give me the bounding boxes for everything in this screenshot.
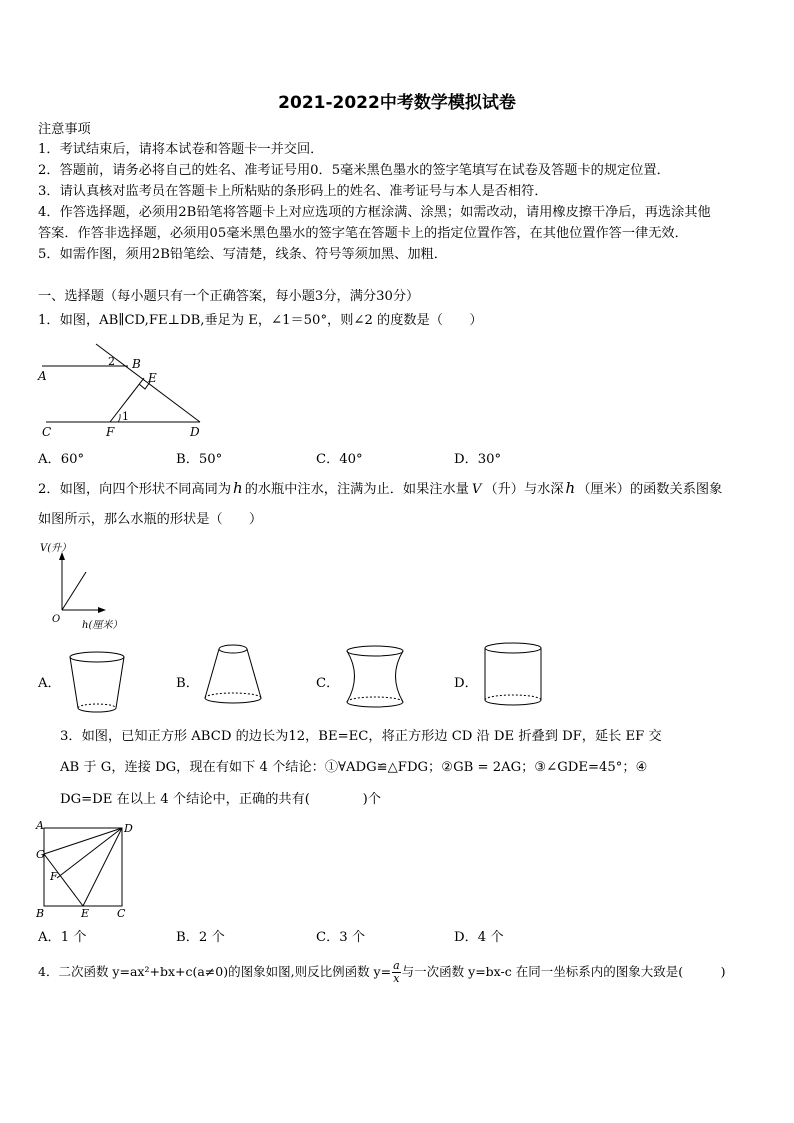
- q1-label-D: D: [190, 425, 200, 439]
- q2-option-a[interactable]: A．: [38, 676, 61, 691]
- q1-label-F: F: [106, 425, 115, 439]
- q3-label-F: F: [50, 870, 58, 883]
- q3-option-a[interactable]: A．1 个: [38, 930, 87, 945]
- bottle-d-icon: [480, 640, 546, 714]
- q1-angle-2: 2: [108, 355, 115, 368]
- q3-option-d[interactable]: D．4 个: [454, 930, 504, 945]
- q1-option-d[interactable]: D．30°: [454, 452, 502, 467]
- q2-origin-label: O: [52, 614, 61, 625]
- bottle-b-icon: [200, 642, 266, 712]
- notice-item: 答案．作答非选择题，必须用05毫米黑色墨水的签字笔在答题卡上的指定位置作答，在其他位置作答一律无效．: [38, 226, 688, 241]
- notice-heading: 注意事项: [38, 122, 91, 137]
- q1-label-A: A: [38, 369, 47, 383]
- q2-var-v: V: [471, 482, 482, 497]
- q1-angle-1: 1: [122, 410, 129, 423]
- q2-stem-part: （升）与水深: [484, 482, 564, 497]
- q2-x-axis-label: h(厘米）: [82, 620, 123, 631]
- q2-stem-part: 2．如图，向四个形状不同高同为: [38, 482, 232, 497]
- q1-label-C: C: [42, 425, 52, 439]
- question-3-line2: AB 于 G，连接 DG，现在有如下 4 个结论：①∀ADG≌△FDG；②GB = 2AG；③∠GDE=45°；④: [60, 760, 648, 775]
- q2-y-axis-label: V(升）: [40, 543, 72, 554]
- notice-item: 5．如需作图，须用2B铅笔绘、写清楚，线条、符号等须加黑、加粗．: [38, 247, 447, 262]
- q1-option-b[interactable]: B．50°: [176, 452, 223, 467]
- q3-label-C: C: [117, 907, 126, 920]
- q1-label-E: E: [148, 371, 157, 385]
- q4-fraction: [392, 960, 401, 985]
- bottle-c-icon: [340, 644, 410, 714]
- q2-var-h: h: [233, 479, 243, 497]
- notice-item: 1．考试结束后，请将本试卷和答题卡一并交回．: [38, 142, 324, 157]
- q3-option-c[interactable]: C．3 个: [316, 930, 366, 945]
- q1-figure: [38, 334, 208, 444]
- notice-item: 3．请认真核对监考员在答题卡上所粘贴的条形码上的姓名、准考证号与本人是否相符．: [38, 184, 548, 199]
- q2-graph: [38, 540, 128, 634]
- q1-option-c[interactable]: C．40°: [316, 452, 363, 467]
- notice-item: 2．答题前，请务必将自己的姓名、准考证号用0．5毫米黑色墨水的签字笔填写在试卷及答题卡的规定位置．: [38, 163, 670, 178]
- q4-stem-part: 4．二次函数 y=ax²+bx+c(a≠0)的图象如图,则反比例函数 y=: [38, 964, 392, 979]
- q4-fraction-denominator: x: [393, 972, 400, 985]
- question-3-line3: DG=DE 在以上 4 个结论中，正确的共有( )个: [60, 792, 381, 807]
- q4-stem-part: 与一次函数 y=bx-c 在同一坐标系内的图象大致是( ): [401, 964, 726, 979]
- q2-var-h: h: [565, 479, 576, 497]
- q2-stem-part: 的水瓶中注水，注满为止．如果注水量: [244, 482, 469, 497]
- q4-fraction-numerator: a: [393, 959, 400, 972]
- q3-label-A: A: [36, 819, 44, 832]
- q3-label-B: B: [36, 907, 45, 920]
- question-2-stem-line1: [38, 478, 722, 500]
- q2-option-c[interactable]: C．: [316, 676, 340, 691]
- section-heading: 一、选择题（每小题只有一个正确答案，每小题3分，满分30分）: [38, 289, 420, 304]
- q3-option-b[interactable]: B．2 个: [176, 930, 225, 945]
- question-4-stem: [38, 960, 725, 985]
- q3-label-D: D: [124, 822, 133, 835]
- q2-stem-part: （厘米）的函数关系图象: [577, 482, 723, 497]
- q3-label-G: G: [36, 848, 45, 861]
- q3-figure: [34, 818, 144, 922]
- notice-item: 4．作答选择题，必须用2B铅笔将答题卡上对应选项的方框涂满、涂黑；如需改动，请用橡皮擦干净后，再选涂其他: [38, 205, 711, 220]
- q1-option-a[interactable]: A．60°: [38, 452, 85, 467]
- q2-option-b[interactable]: B．: [176, 676, 199, 691]
- bottle-a-icon: [66, 650, 128, 720]
- page-title: 2021-2022中考数学模拟试卷: [278, 93, 516, 113]
- q2-option-d[interactable]: D．: [454, 676, 478, 691]
- question-1-stem: 1．如图，AB∥CD,FE⊥DB,垂足为 E，∠1＝50°，则∠2 的度数是（ ）: [38, 313, 483, 328]
- question-2-stem-line2: 如图所示，那么水瓶的形状是（ ）: [38, 512, 263, 527]
- q3-label-E: E: [81, 907, 90, 920]
- q1-label-B: B: [132, 357, 141, 371]
- question-3-line1: 3．如图，已知正方形 ABCD 的边长为12，BE=EC，将正方形边 CD 沿 DE 折叠到 DF，延长 EF 交: [60, 729, 662, 744]
